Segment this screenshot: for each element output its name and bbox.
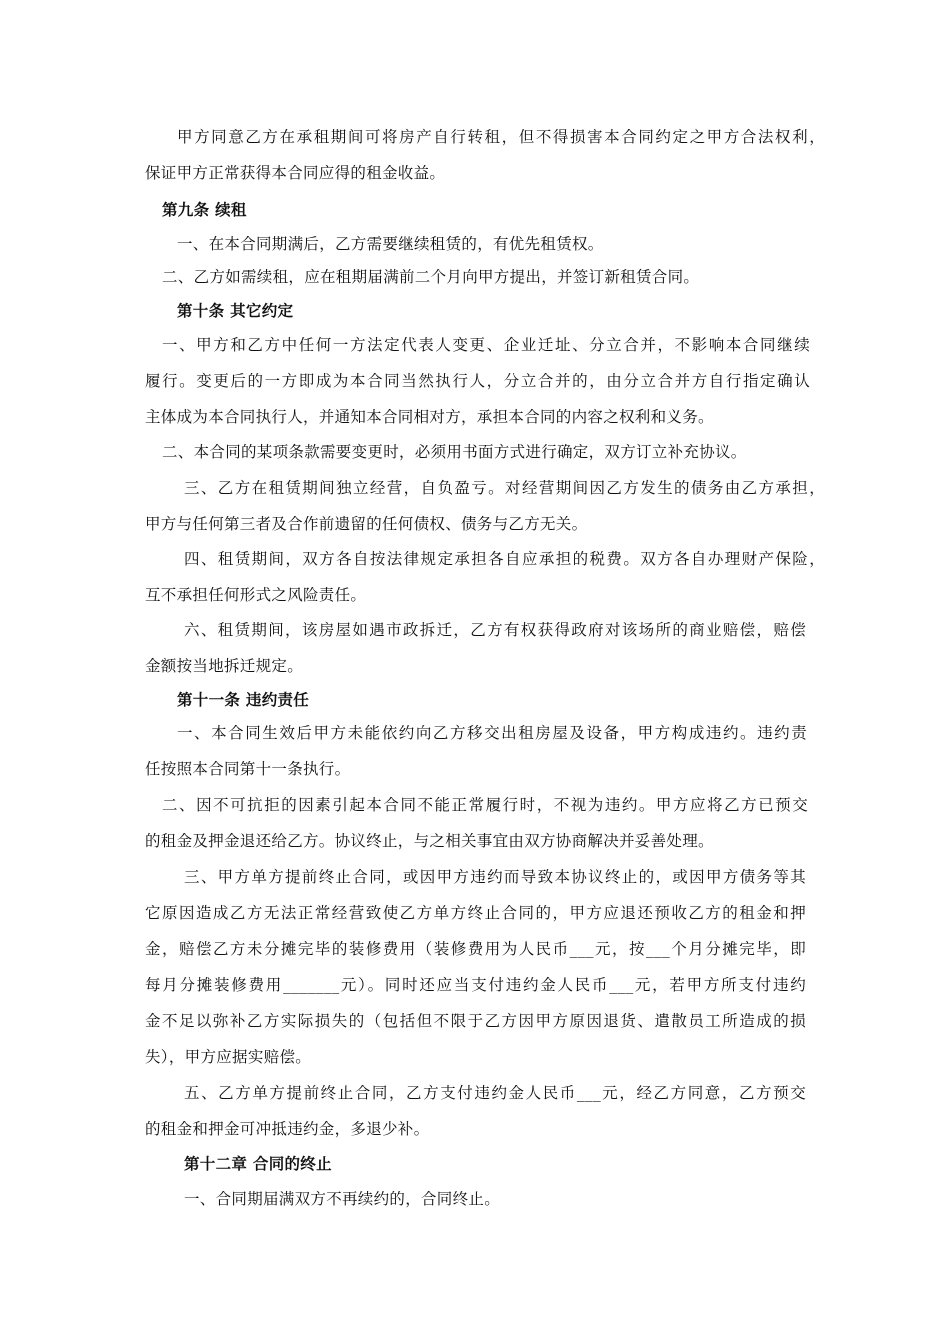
paragraph-line: 六、租赁期间，该房屋如遇市政拆迁，乙方有权获得政府对该场所的商业赔偿，赔偿 [184,621,806,639]
paragraph-line: 五、乙方单方提前终止合同，乙方支付违约金人民币___元，经乙方同意，乙方预交 [184,1084,806,1102]
paragraph-line: 二、本合同的某项条款需要变更时，必须用书面方式进行确定，双方订立补充协议。 [162,443,747,461]
paragraph-line: 每月分摊装修费用_______元）。同时还应当支付违约金人民币___元，若甲方所支付违约 [145,976,806,994]
section-heading: 第十条 其它约定 [177,301,294,320]
paragraph-line: 失），甲方应据实赔偿。 [145,1048,312,1066]
paragraph-line: 的租金和押金可冲抵违约金，多退少补。 [145,1120,430,1138]
paragraph-line: 四、租赁期间，双方各自按法律规定承担各自应承担的税费。双方各自办理财产保险， [184,550,825,568]
paragraph-line: 金额按当地拆迁规定。 [145,657,304,675]
paragraph-line: 任按照本合同第十一条执行。 [145,760,351,778]
paragraph-line: 三、甲方单方提前终止合同，或因甲方违约而导致本协议终止的，或因甲方债务等其 [184,868,806,886]
paragraph-line: 保证甲方正常获得本合同应得的租金收益。 [145,164,446,182]
section-heading: 第十一条 违约责任 [177,690,310,709]
paragraph-line: 一、甲方和乙方中任何一方法定代表人变更、企业迁址、分立合并，不影响本合同继续 [162,336,810,354]
paragraph-line: 二、乙方如需续租，应在租期届满前二个月向甲方提出，并签订新租赁合同。 [162,268,700,286]
paragraph-line: 主体成为本合同执行人，并通知本合同相对方，承担本合同的内容之权利和义务。 [145,408,714,426]
paragraph-line: 甲方同意乙方在承租期间可将房产自行转租，但不得损害本合同约定之甲方合法权利， [177,128,825,146]
paragraph-line: 三、乙方在租赁期间独立经营，自负盈亏。对经营期间因乙方发生的债务由乙方承担， [184,479,825,497]
paragraph-line: 一、本合同生效后甲方未能依约向乙方移交出租房屋及设备，甲方构成违约。违约责 [177,724,807,742]
paragraph-line: 金，赔偿乙方未分摊完毕的装修费用（装修费用为人民币___元，按___个月分摊完毕，即 [145,940,806,958]
paragraph-line: 金不足以弥补乙方实际损失的（包括但不限于乙方因甲方原因退货、遣散员工所造成的损 [145,1012,806,1030]
section-heading: 第九条 续租 [162,200,247,219]
paragraph-line: 的租金及押金退还给乙方。协议终止，与之相关事宜由双方协商解决并妥善处理。 [145,832,714,850]
paragraph-line: 互不承担任何形式之风险责任。 [145,586,367,604]
section-heading: 第十二章 合同的终止 [184,1154,332,1173]
paragraph-line: 一、在本合同期满后，乙方需要继续租赁的，有优先租赁权。 [177,235,604,253]
paragraph-line: 它原因造成乙方无法正常经营致使乙方单方终止合同的，甲方应退还预收乙方的租金和押 [145,904,806,922]
paragraph-line: 一、合同期届满双方不再续约的，合同终止。 [184,1190,501,1208]
paragraph-line: 二、因不可抗拒的因素引起本合同不能正常履行时，不视为违约。甲方应将乙方已预交 [162,796,808,814]
paragraph-line: 履行。变更后的一方即成为本合同当然执行人，分立合并的，由分立合并方自行指定确认 [145,372,810,390]
paragraph-line: 甲方与任何第三者及合作前遗留的任何债权、债务与乙方无关。 [145,515,588,533]
